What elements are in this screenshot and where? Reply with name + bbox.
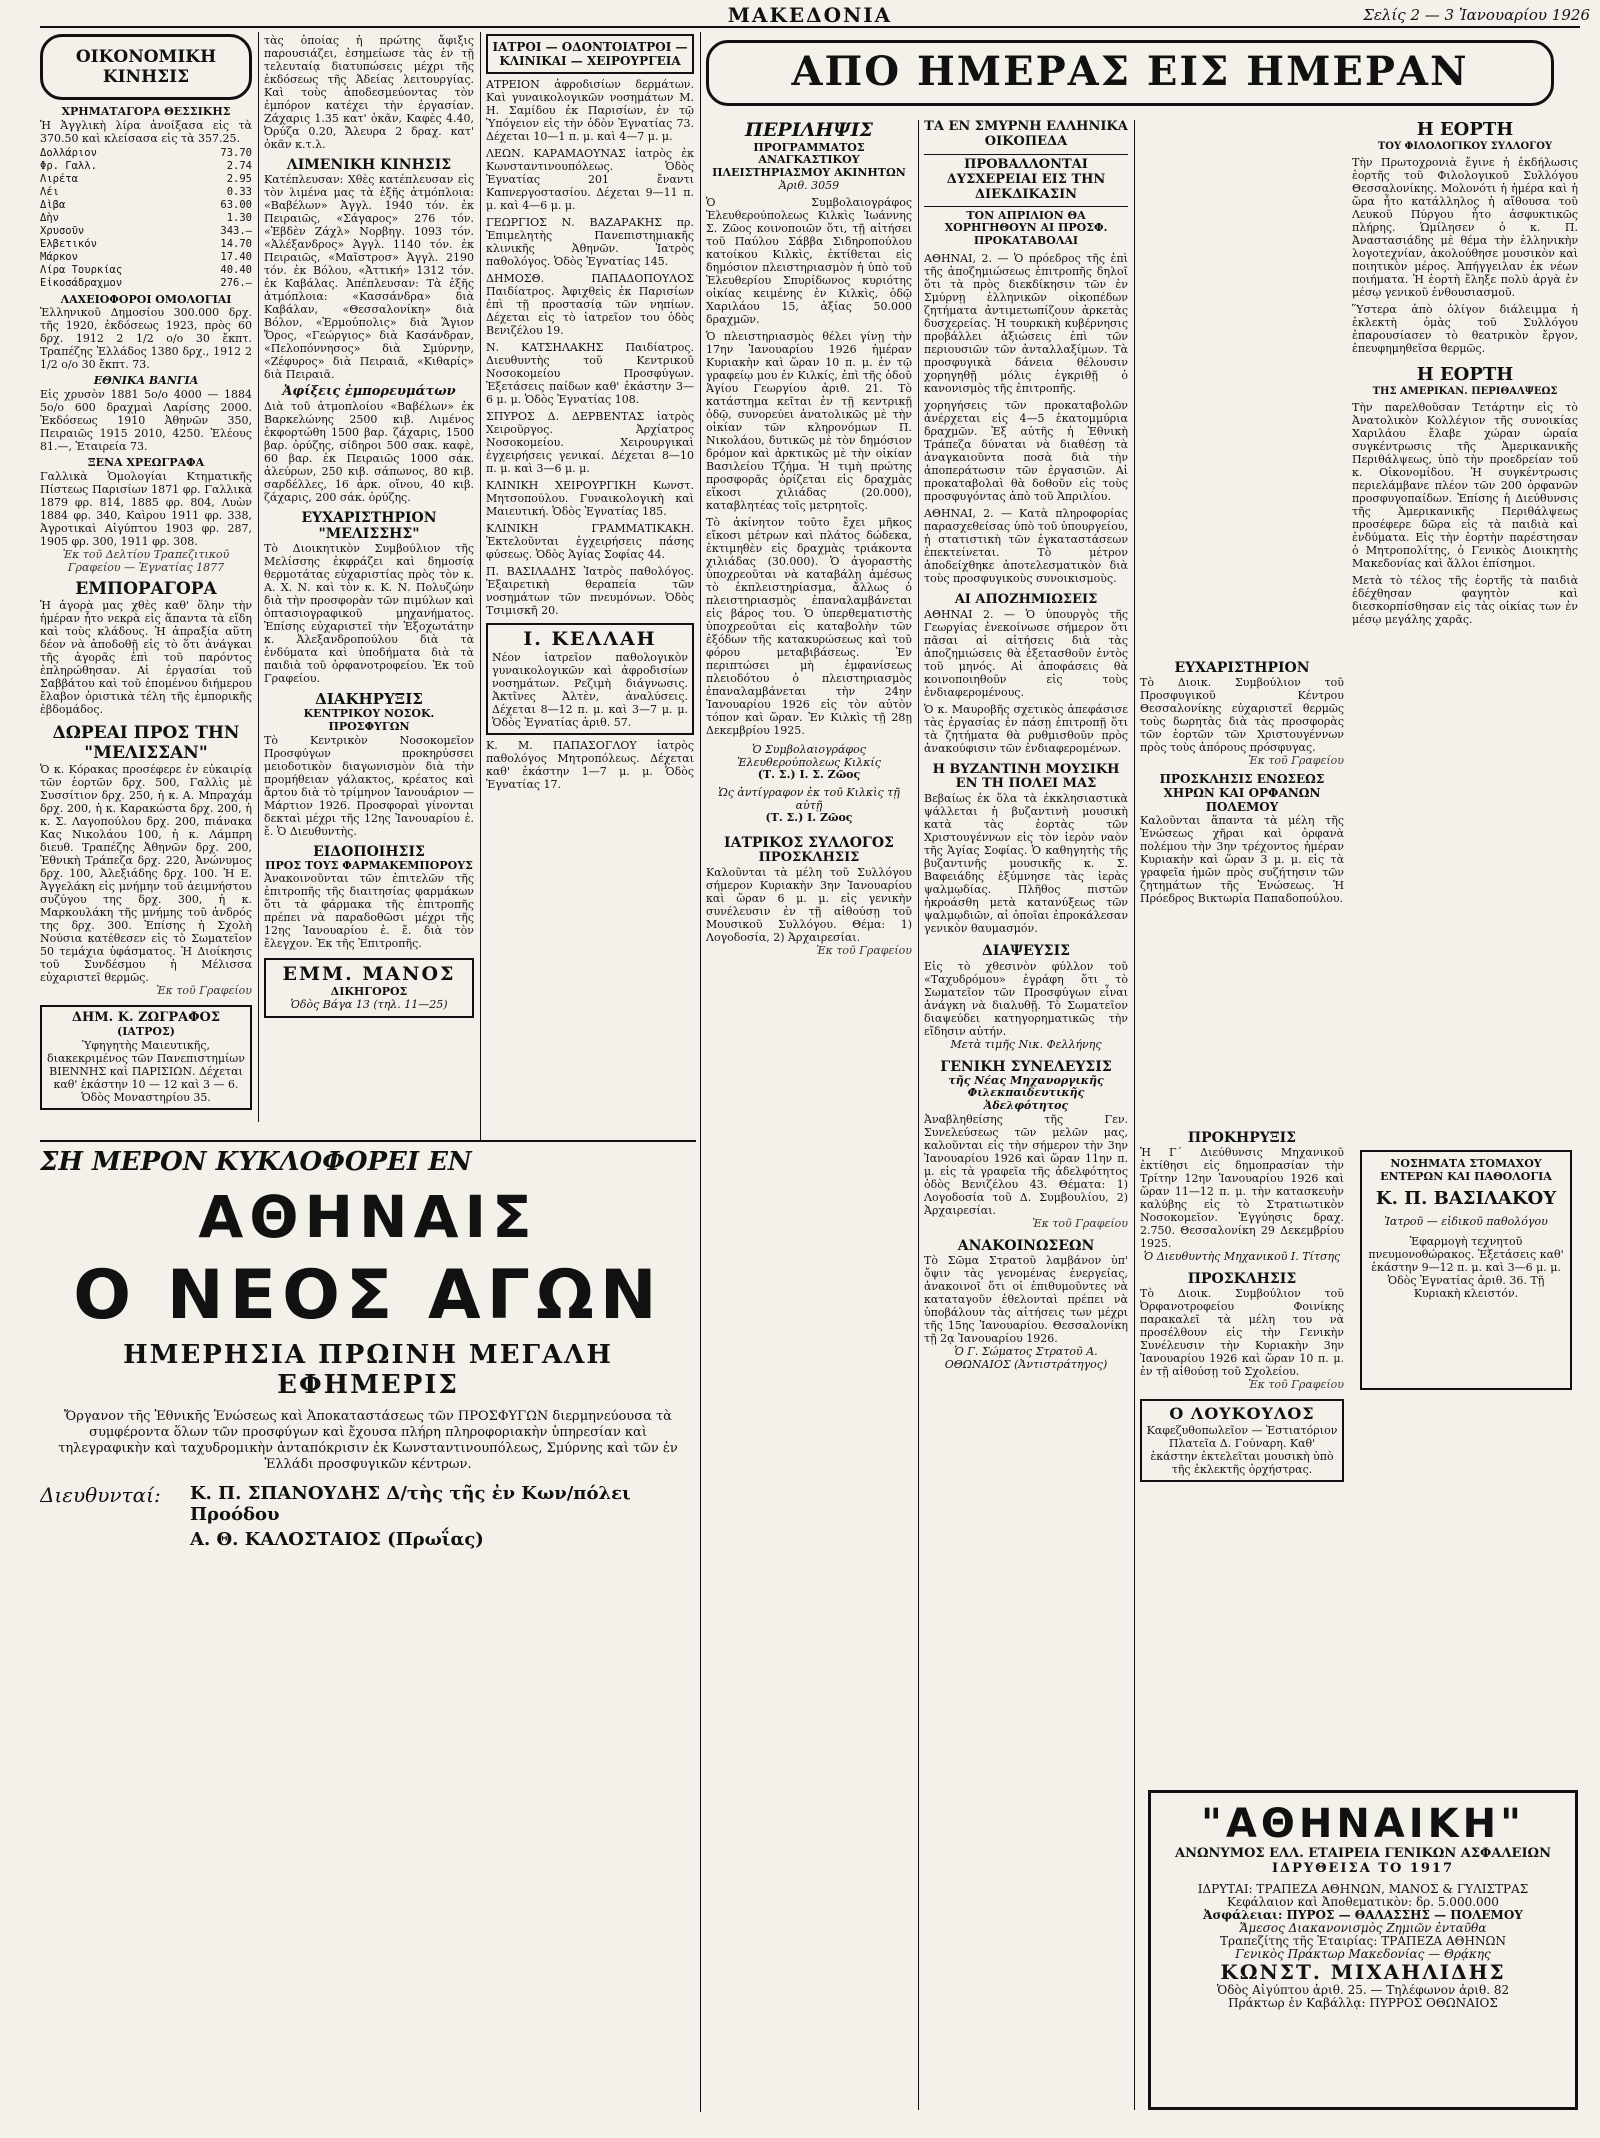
market-heading: ΕΜΠΟΡΑΓΟΡΑ bbox=[75, 578, 217, 599]
day-to-day-banner: ΑΠΟ ΗΜΕΡΑΣ ΕΙΣ ΗΜΕΡΑΝ bbox=[706, 40, 1554, 106]
quote-name: Λίρα Τουρκίας bbox=[40, 263, 123, 276]
quote-row bbox=[40, 225, 252, 238]
quote-row bbox=[40, 186, 252, 199]
auction-sub: ΠΡΟΓΡΑΜΜΑΤΟΣ ΑΝΑΓΚΑΣΤΙΚΟΥ ΠΛΕΙΣΤΗΡΙΑΣΜΟΥ ΑΚΙΝΗΤΩΝ bbox=[712, 140, 906, 180]
thanks-text: Τὸ Διοικητικὸν Συμβούλιον τῆς Μελίσσης ἐκφράζει καὶ δημοσίᾳ θερμοτάτας εὐχαριστίας πρὸς τὸν κ. Α. Χ. Ν. καὶ τὸν κ. Κ. Ν. Πολυζώην διὰ τὴν προσφορὰν τῶν πιμύλων καὶ ὀπτασιογραφικοῦ μηχανήματος. Ἐπίσης εὐχαριστεῖ τὴν Ἐξοχωτάτην κ. Ἀλεξανδροπούλου διὰ τὰ ἐνδύματα καὶ ὑποδήματα διὰ τὰ παιδιὰ τοῦ ὀρφανοτροφείου. Ἐκ τοῦ Γραφείου. bbox=[264, 542, 474, 686]
foreign-heading: ΞΕΝΑ ΧΡΕΩΓΡΑΦΑ bbox=[87, 455, 205, 469]
medical-text: Καλοῦνται τὰ μέλη τοῦ Συλλόγου σήμερον Κυριακὴν 3ην Ἰανουαρίου καὶ ὥραν 6 μ. μ. εἰς γενικὴν συνέλευσιν ἐν τῇ αἰθούσῃ τοῦ Μουσικοῦ Συλλόγου. Θέμα: 1) Λογοδοσία, 2) Ἀρχαιρεσίαι. bbox=[706, 865, 912, 944]
athinaiki-note: Ἄμεσος Διακανονισμὸς Ζημιῶν ἐνταῦθα bbox=[1239, 1920, 1487, 1935]
column-divider bbox=[1134, 120, 1135, 1130]
doctor-ad-3: ΓΕΩΡΓΙΟΣ Ν. ΒΑΖΑΡΑΚΗΣ πρ. Ἐπιμελητὴς Πανεπιστημιακῆς κλινικῆς Ἀθηνῶν. Ἰατρὸς παθολόγος. Ὁδὸς Ἐγνατίας 145. bbox=[486, 216, 694, 268]
column-notices bbox=[1140, 660, 1344, 1130]
doctor-ad-6: ΣΠΥΡΟΣ Δ. ΔΕΡΒΕΝΤΑΣ ἰατρὸς Χειροῦργος. Ἀρχίατρος Νοσοκομείου. Χειρουργικαὶ ἐγχειρήσεις γενικαί. Δέχεται 8—10 π. μ. καὶ 3—6 μ. μ. bbox=[486, 410, 694, 475]
smyrna-text-a: ΑΘΗΝΑΙ, 2. — Ὁ πρόεδρος τῆς ἐπὶ τῆς ἀποζημιώσεως ἐπιτροπῆς δηλοῖ ὅτι τὰ πρὸς διεκδίκησιν τῶν ἐν Σμύρνῃ ἑλληνικῶν οἰκοπέδων ζητήματα ἀντιμετωπίζουν ἀρκετὰς δυσχερείας. Ἡ τουρκικὴ κυβέρνησις προβάλλει ἀξιώσεις ἐπὶ τῶν περιουσιῶν τῶν ἀνταλλαξίμων. Τὰ προσφυγικὰ δάνεια θέλουσιν χορηγηθῇ μόλις ἐγκριθῇ ὁ κανονισμὸς τῆς ἐπιτροπῆς. bbox=[924, 251, 1128, 395]
pharm-sub: ΠΡΟΣ ΤΟΥΣ ΦΑΡΜΑΚΕΜΠΟΡΟΥΣ bbox=[265, 858, 473, 872]
doctor-ad-10: Κ. Μ. ΠΑΠΑΣΟΓΛΟΥ ἰατρὸς παθολόγος Μητροπόλεως. Δέχεται καθ' ἑκάστην 1—7 μ. μ. Ὁδὸς Ἐγνατίας 17. bbox=[486, 738, 694, 791]
quote-row bbox=[40, 147, 252, 160]
smyrna-head-1: ΤΑ ΕΝ ΣΜΥΡΝΗ ΕΛΛΗΝΙΚΑ ΟΙΚΟΠΕΔΑ bbox=[924, 120, 1128, 149]
quote-name: Φρ. Γαλλ. bbox=[40, 159, 97, 172]
athinaiki-founded: ΙΔΡΥΘΕΙΣΑ ΤΟ 1917 bbox=[1271, 1860, 1455, 1876]
column-divider bbox=[480, 32, 481, 1142]
quote-value: 40.40 bbox=[220, 263, 252, 276]
donations-heading: ΔΩΡΕΑΙ ΠΡΟΣ ΤΗΝ "ΜΕΛΙΣΣΑΝ" bbox=[52, 723, 240, 763]
vasilakou-ad bbox=[1360, 1150, 1572, 1390]
athinaiki-sub: ΑΝΩΝΥΜΟΣ ΕΛΛ. ΕΤΑΙΡΕΙΑ ΓΕΝΙΚΩΝ ΑΣΦΑΛΕΙΩΝ bbox=[1175, 1846, 1551, 1861]
quote-name: Λιρέτα bbox=[40, 172, 78, 185]
intro-text: τὰς ὁποίας ἡ πρώτης ἄφιξις παρουσιάζει, ἐσημείωσε τὰς ἐν τῇ τελευταίᾳ διατυπώσεις μέχρι τῆς ἐκδόσεως τῆς Ἀδείας λειτουργίας. Καὶ τοὺς ἀποδεσμεύοντας τὸν ἐμπόρον κατέχει τὴν ἐργασίαν. Ζάχαρις 1.35 κατ' ὀκᾶν, Καφὲς 4.40, Ὀρύζα 0.20, Ἄλευρα 2 δραχ. κατ' ὀκᾶν κ.τ.λ. bbox=[264, 34, 474, 151]
announcement-text: Τὸ Σῶμα Στρατοῦ λαμβάνον ὑπ' ὄψιν τὰς γενομένας ἐνεργείας, ἀνακοινοῖ ὅτι οἱ ἐπιθυμοῦντες νὰ καταταγοῦν ἐθελονταὶ πρέπει νὰ ὑποβάλουν τὰς αἰτήσεις των μέχρι τῆς 15ης Ἰανουαρίου. Θεσσαλονίκη τῇ 2ᾳ Ἰανουαρίου 1926. bbox=[924, 1253, 1128, 1345]
quote-row bbox=[40, 173, 252, 186]
bourse-intro: Ἡ Ἀγγλικὴ λίρα ἀνοίξασα εἰς τὰ 370.50 καὶ κλείσασα εἰς τὰ 357.25. bbox=[40, 118, 252, 145]
quote-row bbox=[40, 251, 252, 264]
notice-sub: ΚΕΝΤΡΙΚΟΥ ΝΟΣΟΚ. ΠΡΟΣΦΥΓΩΝ bbox=[303, 707, 435, 734]
american-festival-text-2: Μετὰ τὸ τέλος τῆς ἑορτῆς τὰ παιδιὰ ἐδέχθησαν φαγητὸν καὶ διεσκορπίσθησαν εἰς τὰς οἰκίας των ἐν μέσῳ μεγάλης χαρᾶς. bbox=[1352, 574, 1578, 627]
doctor-ad-8: ΚΛΙΝΙΚΗ ΓΡΑΜΜΑΤΙΚΑΚΗ. Ἐκτελοῦνται ἐγχειρήσεις πάσης φύσεως. Ὁδὸς Ἁγίας Σοφίας 44. bbox=[486, 522, 694, 561]
medical-sub: ΠΡΟΣΚΛΗΣΙΣ bbox=[758, 849, 860, 865]
auction-text-3: Τὸ ἀκίνητον τοῦτο ἔχει μῆκος εἴκοσι μέτρων καὶ πλάτος δώδεκα, ἐκτιμηθὲν εἰς δραχμὰς τριάκοντα χιλιάδας (30.000). Ὁ ἀγοραστὴς ὑποχρεοῦται νὰ καταβάλῃ ἀμέσως τὸ ἐκπλειστηρίασμα, ἄλλως ὁ πλειστηριασμὸς ἐπαναλαμβάνεται εἰς βάρος του. Ὁ ὑπερθεματιστὴς ὑποχρεοῦται εἰς καταβολὴν τῶν ἐξόδων τῆς κατακυρώσεως καὶ τοῦ φόρου μεταβιβάσεως. Ἐν περιπτώσει μὴ ἐμφανίσεως πλειοδότου ὁ πλειστηριασμὸς ἐπαναλαμβάνεται τὴν 24ην Ἰανουαρίου 1926 εἰς τὸν αὐτὸν τόπον καὶ ὥραν. Ἐν Κιλκὶς τῇ 28ῃ Δεκεμβρίου 1925. bbox=[706, 516, 912, 738]
quote-value: 63.00 bbox=[220, 198, 252, 211]
thanks-text-2: Τὸ Διοικ. Συμβούλιον τοῦ Προσφυγικοῦ Κέντρου Θεσσαλονίκης εὐχαριστεῖ θερμῶς τοὺς δωρητὰς διὰ τὰς προσφορὰς τῶν ἑορτῶν τῶν Χριστουγέννων πρὸς τοὺς ἀπόρους πρόσφυγας. bbox=[1140, 676, 1344, 755]
bourse-heading: ΧΡΗΜΑΤΑΓΟΡΑ ΘΕΣΣΙΚΗΣ bbox=[61, 105, 231, 118]
smyrna-text-b: χορηγήσεις τῶν προκαταβολῶν ἀνέρχεται εἰς 4—5 ἑκατομμύρια δραχμῶν. Ἐξ αὐτῆς ἡ Ἐθνικὴ Τράπεζα δύναται νὰ διαθέσῃ τὰ ἀναγκαιοῦντα ποσὰ διὰ τὴν ἀποπεράτωσιν τῶν ἐργασιῶν. Αἱ προκαταβολαὶ θὰ δοθοῦν εἰς τοὺς προσφυγόντας ἀπὸ τοῦ Ἀπριλίου. bbox=[924, 398, 1128, 503]
music-heading: Η ΒΥΖΑΝΤΙΝΗ ΜΟΥΣΙΚΗ ΕΝ ΤΗ ΠΟΛΕΙ ΜΑΣ bbox=[932, 761, 1120, 792]
quote-row bbox=[40, 199, 252, 212]
column-festivals bbox=[1352, 120, 1578, 1130]
quote-value: 0.33 bbox=[226, 185, 252, 198]
quote-value: 17.40 bbox=[220, 250, 252, 263]
announcement-signature: Ὁ Γ. Σώματος Στρατοῦ Α. ΟΘΩΝΑΙΟΣ (Ἀντιστράτηγος) bbox=[944, 1344, 1108, 1371]
athinaiki-kavala: Πράκτωρ ἐν Καβάλλᾳ: ΠΥΡΡΟΣ ΟΘΩΝΑΙΟΣ bbox=[1228, 1995, 1498, 2010]
bonds-text: Ἑλληνικοῦ Δημοσίου 300.000 δρχ. τῆς 1920, ἐκδόσεως 1923, πρὸς 60 δρχ. 1912 2 1/2 ο/ο 30 ἔκπτ. Τραπέζης Ἑλλάδος 1380 δρχ., 1912 2 1/2 ο/ο 30 ἔκπτ. 73. bbox=[40, 306, 252, 372]
quote-name: Μάρκον bbox=[40, 250, 78, 263]
medical-note: Ἐκ τοῦ Γραφείου bbox=[816, 943, 912, 957]
assembly-text: Ἀναβληθείσης τῆς Γεν. Συνελεύσεως τῶν μελῶν μας, καλοῦνται εἰς τὴν σήμερον τὴν 3ην Ἰανουαρίου 1926 καὶ ὥραν 11ην π. μ. εἰς τὰ γραφεῖα τῆς ἀδελφότητος ὁδὸς Βενιζέλου 43. Θέματα: 1) Λογοδοσία τοῦ Δ. Συμβουλίου, 2) Ἀρχαιρεσίαι. bbox=[924, 1112, 1128, 1217]
doctor-ad-7: ΚΛΙΝΙΚΗ ΧΕΙΡΟΥΡΓΙΚΗ Κωνστ. Μητσοπούλου. Γυναικολογικὴ καὶ Μαιευτική. Ὁδὸς Ἐγνατίας 185. bbox=[486, 479, 694, 518]
american-festival-text: Τὴν παρελθοῦσαν Τετάρτην εἰς τὸ Ἀνατολικὸν Κολλέγιον τῆς συνοικίας Χαριλάου ἔλαβε χώραν ὡραία συγκέντρωσις τῆς Ἀμερικανικῆς Περιθάλψεως, ὑπὸ τὴν προεδρείαν τοῦ κ. Οἰκονομίδου. Ἡ συγκέντρωσις περιελάμβανε πλέον τῶν 200 ὀρφανῶν προσφυγοπαίδων. Ἐπίσης ἡ Διεύθυνσις τῆς Ἀμερικανικῆς Περιθάλψεως προσέφερε δῶρα εἰς τὰ παιδιὰ καὶ ἐνδύματα. Εἰς τὴν ἑορτὴν παρέστησαν ὁ Μητροπολίτης, ὁ Γενικὸς Διοικητὴς Μακεδονίας καὶ ἄλλοι ἐπίσημοι. bbox=[1352, 401, 1578, 571]
doctor-card bbox=[40, 1005, 252, 1110]
smyrna-head-2: ΠΡΟΒΑΛΛΟΝΤΑΙ ΔΥΣΧΕΡΕΙΑΙ ΕΙΣ ΤΗΝ ΔΙΕΚΔΙΚΑΣΙΝ bbox=[924, 154, 1128, 207]
proclamation-signature: Ὁ Διευθυντὴς Μηχανικοῦ Ι. Τίτσης bbox=[1143, 1250, 1341, 1264]
widows-heading: ΠΡΟΣΚΛΗΣΙΣ ΕΝΩΣΕΩΣ ΧΗΡΩΝ ΚΑΙ ΟΡΦΑΝΩΝ ΠΟΛΕΜΟΥ bbox=[1159, 772, 1325, 814]
neos-agon-contact-label: Διευθυνταί: bbox=[40, 1482, 161, 1507]
port-text: Κατέπλευσαν: Χθὲς κατέπλευσαν εἰς τὸν λιμένα μας τὰ ἑξῆς ἀτμόπλοια: «Βαβέλων» Ἀγγλ. 1940 τόν. ἐκ Πειραιῶς, «Σάγαρος» 276 τόν. «Ἐβδὲν Ζάχλ» Νορβηγ. 1093 τόν. «Ἀλέξανδρος» Ἀγγλ. 1140 τόν. ἐκ Πειραιῶς, «Μαῖστροσ» Ἀγγλ. 2190 τόν. ἐκ Βόλου, «Ἀττική» 1312 τόν. ἐκ Καβάλας. Ἀπέπλευσαν: Τὰ ἑξῆς ἀτμόπλοια: «Κασσάνδρα» διὰ Καβάλαν, «Θεσσαλονίκη» διὰ Βόλον, «Ἑρμούπολις» διὰ Ἅγιον Ὄρος, «Γεώργιος» διὰ Κασάνδραν, «Πελοπόννησος» διὰ Σμύρνην, «Ζέφυρος» διὰ Πειραιᾶ, «Κιθαρίς» διὰ Πειραιᾶ. bbox=[264, 173, 474, 382]
quote-list bbox=[40, 147, 252, 290]
thanks-note-2: Ἐκ τοῦ Γραφείου bbox=[1248, 754, 1344, 768]
vasilakou-sub: Ἰατροῦ — εἰδικοῦ παθολόγου bbox=[1384, 1214, 1548, 1228]
festival-text-2: Ὕστερα ἀπὸ ὀλίγον διάλειμμα ἡ ἐκλεκτὴ ὁμὰς τοῦ Συλλόγου ἐπαρουσίασεν τὸ θεατρικὸν ἔργον, ἐπευφημηθεῖσα θερμῶς. bbox=[1352, 303, 1578, 356]
foreign-text: Γαλλικὰ Ὁμολογίαι Κτηματικῆς Πίστεως Παρισίων 1871 φρ. Γαλλικὰ 1879 φρ. 814, 1885 φρ. 804, Λυὼν 1884 φρ. 340, Καὶρου 1911 φρ. 338, Ἀγροτικαὶ Αἰγύπτου 1903 φρ. 287, 1905 φρ. 300, 1911 φρ. 308. bbox=[40, 469, 252, 548]
quote-name: Ἑλβετικόν bbox=[40, 237, 97, 250]
athinaiki-capital: Κεφάλαιον καὶ Ἀποθεματικὸν: δρ. 5.000.000 bbox=[1227, 1894, 1499, 1909]
kellai-ad bbox=[486, 623, 694, 735]
column-notices-lower bbox=[1140, 1130, 1344, 1780]
quote-value: 14.70 bbox=[220, 237, 252, 250]
quote-name: Δὶβα bbox=[40, 198, 66, 211]
column-divider bbox=[700, 32, 701, 2112]
denial-text: Εἰς τὸ χθεσινὸν φύλλον τοῦ «Ταχυδρόμου» ἐγράφη ὅτι τὸ Σωματεῖον τῶν Προσφύγων εἶναι ἀνάγκη νὰ διαλυθῇ. Τὸ Σωματεῖον διαψεύδει κατηγορηματικῶς τὴν εἴδησιν αὐτήν. bbox=[924, 959, 1128, 1038]
american-festival-heading: Η ΕΟΡΤΗ bbox=[1416, 364, 1514, 386]
quote-name: Δὴν bbox=[40, 211, 59, 224]
notice-text: Τὸ Κεντρικὸν Νοσοκομεῖον Προσφύγων προκηρύσσει μειοδοτικὸν διαγωνισμὸν διὰ τὴν προμήθειαν γάλακτος, κρέατος καὶ ἄρτου διὰ τὸ τρίμηνον Ἰανουάριον — Μάρτιον 1926. Προσφοραὶ γίνονται δεκταὶ μέχρι τῆς 12ης Ἰανουαρίου ἐ. ἔ. Ὁ Διευθυντὴς. bbox=[264, 733, 474, 838]
auction-copy-note: Ὡς ἀντίγραφον ἐκ τοῦ Κιλκὶς τῇ αὐτῇ bbox=[718, 786, 900, 813]
neos-agon-subtitle: ΗΜΕΡΗΣΙΑ ΠΡΩΙΝΗ ΜΕΓΑΛΗ ΕΦΗΜΕΡΙΣ bbox=[123, 1339, 613, 1400]
neos-agon-text: Ὄργανον τῆς Ἐθνικῆς Ἑνώσεως καὶ Ἀποκαταστάσεως τῶν ΠΡΟΣΦΥΓΩΝ διερμηνεύουσα τὰ συμφέροντα ὅλων τῶν προσφύγων καὶ ἔχουσα πλήρη πληροφοριακὴν ὑπηρεσίαν καὶ τηλεγραφικὴν καὶ ταχυδρομικὴν ἀνταπόκρισιν ἐκ Κωνσταντινουπόλεως, Σμύρνης καὶ τῶν ἐν Ἑλλάδι προσφυγικῶν κέντρων. bbox=[58, 1408, 678, 1472]
auction-copy-name: (Τ. Σ.) Ι. Ζῶος bbox=[765, 811, 853, 825]
invite-note: Ἐκ τοῦ Γραφείου bbox=[1248, 1378, 1344, 1392]
kellai-name: Ι. ΚΕΛΛΑΗ bbox=[523, 628, 657, 650]
assembly-heading: ΓΕΝΙΚΗ ΣΥΝΕΛΕΥΣΙΣ bbox=[940, 1058, 1112, 1075]
loukoulos-ad bbox=[1140, 1399, 1344, 1481]
doctor-card-text: Ὑφηγητὴς Μαιευτικῆς, διακεκριμένος τῶν Πανεπιστημίων ΒΙΕΝΝΗΣ καὶ ΠΑΡΙΣΙΩΝ. Δέχεται καθ' ἑκάστην 10 — 12 καὶ 3 — 6. Ὁδὸς Μοναστηρίου 35. bbox=[47, 1038, 245, 1104]
doctors-title: ΙΑΤΡΟΙ — ΟΔΟΝΤΟΙΑΤΡΟΙ — ΚΛΙΝΙΚΑΙ — ΧΕΙΡΟΥΡΓΕΙΑ bbox=[486, 34, 694, 74]
vasilakou-name: Κ. Π. ΒΑΣΙΛΑΚΟΥ bbox=[1375, 1188, 1557, 1210]
column-divider bbox=[1134, 1130, 1135, 2110]
neos-agon-line-1: ΣΗ ΜΕΡΟΝ ΚΥΚΛΟΦΟΡΕΙ ΕΝ bbox=[40, 1147, 472, 1177]
athinaiki-bank: Τραπεζίτης τῆς Ἑταιρίας: ΤΡΑΠΕΖΑ ΑΘΗΝΩΝ bbox=[1220, 1933, 1506, 1948]
auction-text-1: Ὁ Συμβολαιογράφος Ἐλευθερούπολεως Κιλκὶς Ἰωάννης Σ. Ζῶος κοινοποιῶν ὅτι, τῇ αἰτήσει τοῦ Παύλου Σάββα Σιδηροπούλου κατοίκου Κιλκὶς, ἐκτίθεται εἰς δημόσιον πλειστηριασμὸν ἡ ὑπὸ τοῦ Ἐλευθερίου Σπυρίδωνος κυριότης οἰκίας κειμένης ἐν Κιλκὶς, ὁδῷ Χαριλάου 15, ἀξίας 50.000 δραχμῶν. bbox=[706, 196, 912, 327]
doctor-ad-4: ΔΗΜΟΣΘ. ΠΑΠΑΔΟΠΟΥΛΟΣ Παιδίατρος. Ἀφιχθεὶς ἐκ Παρισίων ἐπὶ τῇ προστασίᾳ τῶν νηπίων. Δέχεται εἰς τὸ ἰατρεῖον του ὁδὸς Βενιζέλου 19. bbox=[486, 272, 694, 337]
neos-agon-contacts bbox=[40, 1483, 696, 1550]
lawyer-card bbox=[264, 958, 474, 1017]
column-divider bbox=[918, 120, 919, 2110]
donations-text: Ὁ κ. Κόρακας προσέφερε ἐν εὐκαιρίᾳ τῶν ἑορτῶν δρχ. 500, Γαλλὶς μὲ Συσσίτιον δρχ. 250, ἡ κ. Α. Μπραχάμ δρχ. 200, ἡ κ. Καρακώστα δρχ. 200, ἡ κ. Σ. Λαγοπούλου δρχ. 200, πιάνακα Κας Νικολάου 100, ἡ κ. Λάμπρη διευθ. Τραπέζης Ἀθηνῶν δρχ. 200, Ἐθνικὴ Τράπεζα δρχ. 220, Ἀνώνυμος δρχ. 100, Ἀλεξιάδης δρχ. 100. Ἡ Ε. Ἀγγελάκη εἰς μνήμην τοῦ ἀειμνήστου συζύγου της δρχ. 300, ἡ κ. Μαρκουλάκη τῆς μνήμης τοῦ ἀνδρός της δρχ. 300. Ἐπίσης ἡ Σχολὴ Νούσια κατέθεσεν εἰς τὸ Σωματεῖον 50 τεμάχια ὑφάσματος. Ἡ Διοίκησις τοῦ Συνδέσμου ἡ Μέλισσα εὐχαριστεῖ θερμῶς. bbox=[40, 763, 252, 985]
column-economic bbox=[40, 34, 252, 1124]
port-heading: ΛΙΜΕΝΙΚΗ ΚΙΝΗΣΙΣ bbox=[286, 157, 452, 173]
quote-value: 1.30 bbox=[226, 211, 252, 224]
quote-name: Λέι bbox=[40, 185, 59, 198]
column-port bbox=[264, 34, 474, 1124]
compensation-heading: ΑΙ ΑΠΟΖΗΜΙΩΣΕΙΣ bbox=[954, 591, 1098, 607]
quote-value: 276.— bbox=[220, 276, 252, 289]
american-festival-sub: ΤΗΣ ΑΜΕΡΙΚΑΝ. ΠΕΡΙΘΑΛΨΕΩΣ bbox=[1372, 385, 1558, 397]
athinaiki-agent-name: ΚΩΝΣΤ. ΜΙΧΑΗΛΙΔΗΣ bbox=[1220, 1959, 1506, 1984]
bonds-heading: ΛΑΧΕΙΟΦΟΡΟΙ ΟΜΟΛΟΓΙΑΙ bbox=[60, 292, 232, 306]
thanks-heading-2: ΕΥΧΑΡΙΣΤΗΡΙΟΝ bbox=[1174, 660, 1310, 676]
quote-row bbox=[40, 160, 252, 173]
denial-signature: Μετὰ τιμῆς Νικ. Φελλήνης bbox=[950, 1037, 1102, 1051]
athinaiki-address: Ὁδὸς Αἰγύπτου ἀριθ. 25. — Τηλέφωνον ἀριθ. 82 bbox=[1216, 1982, 1510, 1997]
compensation-text: ΑΘΗΝΑΙ 2. — Ὁ ὑπουργὸς τῆς Γεωργίας ἐνεκοίνωσε σήμερον ὅτι πᾶσαι αἱ αἰτήσεις διὰ τὰς ἀποζημιώσεις θὰ ἐξετασθοῦν ἐντὸς τοῦ μηνός. Αἱ ἀποφάσεις θὰ κοινοποιηθοῦν εἰς τοὺς ἐνδιαφερομένους. bbox=[924, 607, 1128, 699]
lawyer-title: ΔΙΚΗΓΟΡΟΣ bbox=[330, 985, 408, 999]
auction-sign-title: Ὁ Συμβολαιογράφος Ἐλευθερούπολεως Κιλκίς bbox=[737, 743, 881, 770]
athinaiki-founders: ΙΔΡΥΤΑΙ: ΤΡΑΠΕΖΑ ΑΘΗΝΩΝ, ΜΑΝΟΣ & ΓΥΛΙΣΤΡΑΣ bbox=[1197, 1881, 1529, 1896]
doctor-ad-2: ΛΕΩΝ. ΚΑΡΑΜΑΟΥΝΑΣ ἰατρὸς ἐκ Κωνσταντινουπόλεως. Ὁδὸς Ἐγνατίας 201 ἔναντι Καπνεργοστασίου. Δέχεται 9—11 π. μ. καὶ 4—6 μ. μ. bbox=[486, 147, 694, 212]
kellai-text: Νέον ἰατρεῖον παθολογικὸν γυναικολογικῶν καὶ ἀφροδισίων νοσημάτων. Ρεζιμὴ διάγνωσις. Ἀκτῖνες Ἀλτὲν, ἀναλύσεις. Δέχεται 8—12 π. μ. καὶ 3—7 μ. μ. Ὁδὸς Ἐγνατίας ἀριθ. 57. bbox=[492, 650, 688, 729]
auction-text-2: Ὁ πλειστηριασμὸς θέλει γίνῃ τὴν 17ην Ἰανουαρίου 1926 ἡμέραν Κυριακὴν καὶ ὥραν 10 π. μ. ἐν τῷ γραφείῳ μου ἐν Κιλκίς, ἐπὶ τῆς ὁδοῦ Ἁγίου Γεωργίου ἀριθ. 21. Τὸ κατάστημα κεῖται ἐν τῇ κεντρικῇ ὁδῷ, συνορεύει ἀνατολικῶς μὲ τὴν οἰκίαν τῶν κληρονόμων Π. Νικολάου, δυτικῶς μὲ τὸν δημόσιον δρόμον καὶ ἀρκτικῶς μὲ τὴν οἰκίαν Βασιλείου Τζήμα. Ἡ τιμὴ πρώτης προσφορᾶς ὁρίζεται εἰς δραχμὰς εἴκοσι χιλιάδας (20.000), καταβλητέας τοῖς μετρητοῖς. bbox=[706, 330, 912, 513]
medical-heading: ΙΑΤΡΙΚΟΣ ΣΥΛΛΟΓΟΣ bbox=[724, 834, 894, 851]
quote-value: 343.— bbox=[220, 224, 252, 237]
quote-name: Εἰκοσάδραχμον bbox=[40, 276, 123, 289]
neos-agon-city: ΑΘΗΝΑΙΣ bbox=[198, 1182, 538, 1251]
column-smyrna bbox=[924, 120, 1128, 2110]
foreign-note: Ἐκ τοῦ Δελτίου Τραπεζιτικοῦ Γραφείου — Ἐγνατίας 1877 bbox=[62, 547, 230, 574]
masthead-rule bbox=[40, 26, 1580, 28]
quote-row bbox=[40, 238, 252, 251]
section-title-economic: ΟΙΚΟΝΟΜΙΚΗ ΚΙΝΗΣΙΣ bbox=[40, 34, 252, 100]
assembly-sub: τῆς Νέας Μηχανοργικῆς Φιλεκπαιδευτικῆς Ἀδελφότητος bbox=[948, 1073, 1104, 1112]
loukoulos-text: Καφεζυθοπωλεῖον — Ἑστιατόριον Πλατεῖα Δ. Γούναρη. Καθ' ἑκάστην ἐκτελεῖται μουσικὴ ὑπὸ τῆς ἐκλεκτῆς ὀρχήστρας. bbox=[1146, 1423, 1338, 1476]
column-auction bbox=[706, 120, 912, 2110]
athinaiki-ad bbox=[1148, 1790, 1578, 2110]
vasilakou-text: Ἐφαρμογὴ τεχνητοῦ πνευμονοθώρακος. Ἐξετάσεις καθ' ἑκάστην 9—12 π. μ. καὶ 3—6 μ. μ. Ὁδὸς Ἐγνατίας ἀριθ. 36. Τῇ Κυριακὴ κλειστόν. bbox=[1368, 1234, 1564, 1300]
pharm-text: Ἀνακοινοῦνται τῶν ἐπιτελῶν τῆς ἐπιτροπῆς τῆς διαιτησίας φαρμάκων ὅτι τὰ φάρμακα τῆς ἐπιτροπῆς πρέπει νὰ παραδοθῶσι μέχρι τῆς 12ης Ἰανουαρίου ἐ. ἔ. διὰ τὸν ἔλεγχον. Ἐκ τῆς Ἐπιτροπῆς. bbox=[264, 872, 474, 951]
doctor-ad-9: Π. ΒΑΣΙΛΑΔΗΣ Ἰατρὸς παθολόγος. Ἐξαιρετικὴ θεραπεία τῶν νοσημάτων τῶν πνευμόνων. Ὁδὸς Τσιμισκῆ 20. bbox=[486, 565, 694, 617]
thanks-heading: ΕΥΧΑΡΙΣΤΗΡΙΟΝ "ΜΕΛΙΣΣΗΣ" bbox=[301, 510, 437, 543]
masthead bbox=[0, 0, 1600, 28]
notice-heading: ΔΙΑΚΗΡΥΞΙΣ bbox=[315, 690, 423, 709]
page-date: Σελίς 2 — 3 Ἰανουαρίου 1926 bbox=[1363, 6, 1590, 24]
imports-heading: Ἀφίξεις ἐμπορευμάτων bbox=[282, 384, 456, 400]
neos-agon-title: Ο ΝΕΟΣ ΑΓΩΝ bbox=[73, 1255, 663, 1335]
auction-heading: ΠΕΡΙΛΗΨΙΣ bbox=[745, 120, 873, 141]
festival-heading: Η ΕΟΡΤΗ bbox=[1416, 120, 1514, 140]
market-text: Ἡ ἀγορὰ μας χθὲς καθ' ὅλην τὴν ἡμέραν ἦτο νεκρὰ εἰς ἅπαντα τὰ εἴδη καὶ τοὺς κλάδους. Ἡ ἀπραξία αὕτη δέον νὰ ἀποδοθῇ εἰς τὸ ὅτι ἀνάγκαι τῆς ἀγορᾶς ἐπὶ τοῦ παρόντος ἐπληρώθησαν. Αἱ ἐργασίαι τοῦ Σαββάτου καὶ τοῦ ἐπομένου διήμερου ἔλαβον ὁριστικὰ τέλη τῆς ἐμπορικῆς ἐβδομάδος. bbox=[40, 599, 252, 717]
announcement-heading: ΑΝΑΚΟΙΝΩΣΕΩΝ bbox=[957, 1237, 1095, 1254]
doctor-card-title: (ΙΑΤΡΟΣ) bbox=[117, 1025, 175, 1039]
quote-value: 2.95 bbox=[226, 172, 252, 185]
column-doctors bbox=[486, 34, 694, 1144]
invite-heading: ΠΡΟΣΚΛΗΣΙΣ bbox=[1187, 1271, 1297, 1288]
imports-text: Διὰ τοῦ ἀτμοπλοίου «Βαβέλων» ἐκ Βαρκελώνης 2500 κιβ. Λιμένος ἐκφορτώθη 1500 βαρ. ζάχαρις, 1500 βαρ. ὀρύζης, σίδηροι 500 σακ. καφὲ, 60 βαρ. ἐκ Πειραιῶς 1000 σάκ. ἀλεύρων, 250 κιβ. σάπωνος, 80 κιβ. σαρδέλλες, 16 ἀρκ. οἴνου, 40 κιβ. ζάχαρις, 200 σάκ. ὀρύζης. bbox=[264, 400, 474, 505]
music-text: Βεβαίως ἐκ ὅλα τὰ ἐκκλησιαστικὰ ψάλλεται ἡ βυζαντινὴ μουσικὴ κατὰ τὰς ἑορτὰς τῶν Χριστουγέννων εἰς τὸν ἱερὸν ναὸν τῆς Ἁγίας Σοφίας. Ὁ καθηγητὴς τῆς βυζαντινῆς μουσικῆς κ. Σ. Βαφειάδης ἐξύμνησε τὰς ἱερὰς ψαλμῳδίας. Πλῆθος πιστῶν ἠκροάσθη μετὰ κατανύξεως τῶν ψαλμῳδιῶν, αἱ ὁποῖαι ἐπροκάλεσαν γενικὸν θαυμασμόν. bbox=[924, 792, 1128, 936]
column-divider bbox=[258, 32, 259, 1122]
neos-agon-contact-2: Α. Θ. ΚΑΛΟΣΤΑΙΟΣ (Πρωΐας) bbox=[190, 1528, 484, 1550]
newspaper-name: ΜΑΚΕΔΟΝΙΑ bbox=[727, 3, 893, 27]
quote-row bbox=[40, 277, 252, 290]
auction-number: Ἀριθ. 3059 bbox=[778, 178, 840, 192]
athinaiki-insurance: Ἀσφάλειαι: ΠΥΡΟΣ — ΘΑΛΑΣΣΗΣ — ΠΟΛΕΜΟΥ bbox=[1203, 1907, 1523, 1922]
widows-text: Καλοῦνται ἅπαντα τὰ μέλη τῆς Ἑνώσεως χῆραι καὶ ὀρφανὰ πολέμου τὴν 3ην τρέχοντος ἡμέραν Κυριακὴν καὶ ὥραν 3 μ. μ. εἰς τὰ γραφεῖα ἡμῶν πρὸς συζήτησιν τῶν ζητημάτων τῆς Ἑνώσεως. Ἡ Πρόεδρος Βικτωρία Παπαδοπούλου. bbox=[1140, 814, 1344, 906]
smyrna-text-c: ΑΘΗΝΑΙ, 2. — Κατὰ πληροφορίας παρασχεθείσας ὑπὸ τοῦ ὑπουργείου, ἡ στατιστικὴ τῶν ἐγκαταστάσεων ἐπεκτείνεται. Τὸ μέτρον ἀποδείχθηκε ἀποτελεσματικὸν διὰ τοὺς προσφυγικοὺς συνοικισμοὺς. bbox=[924, 506, 1128, 585]
festival-sub: ΤΟΥ ΦΙΛΟΛΟΓΙΚΟΥ ΣΥΛΛΟΓΟΥ bbox=[1377, 140, 1553, 152]
quote-value: 73.70 bbox=[220, 146, 252, 159]
athinaiki-agent-label: Γενικὸς Πράκτωρ Μακεδονίας — Θρᾴκης bbox=[1235, 1946, 1491, 1961]
neos-agon-ad bbox=[40, 1140, 696, 2110]
quote-row bbox=[40, 212, 252, 225]
neos-agon-contact-1: Κ. Π. ΣΠΑΝΟΥΔΗΣ Δ/τὴς τῆς ἐν Κων/πόλει Προόδου bbox=[190, 1482, 631, 1525]
doctor-ad-5: Ν. ΚΑΤΣΗΛΑΚΗΣ Παιδίατρος. Διευθυντὴς τοῦ Κεντρικοῦ Νοσοκομείου Προσφύγων. Ἐξετάσεις παίδων καθ' ἑκάστην 3—6 μ. μ. Ὁδὸς Ἐγνατίας 108. bbox=[486, 341, 694, 406]
compensation-text-2: Ὁ κ. Μαυροβῆς σχετικὸς ἀπεφάσισε τὰς ἐργασίας ἐν πάσῃ ἐπιτροπῇ ὅτι τὰ ζητήματα θὰ ρυθμισθοῦν πρὸς ἀνακούφισιν τῶν ἐνδιαφερομένων. bbox=[924, 702, 1128, 755]
festival-text: Τὴν Πρωτοχρονιὰ ἔγινε ἡ ἐκδήλωσις ἐορτῆς τοῦ Φιλολογικοῦ Συλλόγου Θεσσαλονίκης. Μολονότι ἡ ἡμέρα καὶ ἡ ὥρα ἦτο κατάλληλος ἡ αἴθουσα τοῦ Λευκοῦ Πύργου ἦτο ἀσφυκτικῶς πλήρης. Ὡμίλησεν ὁ κ. Π. Ἀναστασιάδης μὲ θέμα τὴν ἑλληνικὴν λογοτεχνίαν, ἀκολούθησε μουσικὸν καὶ ποιητικὸν μέρος. Ἀπήγγειλαν ἐκ νέων ποιήματα. Ἡ ἑορτὴ ἔληξε πολὺ ἀργὰ ἐν μέσῳ γενικοῦ ἐνθουσιασμοῦ. bbox=[1352, 156, 1578, 300]
athinaiki-name: "ΑΘΗΝΑΙΚΗ" bbox=[1201, 1801, 1525, 1847]
smyrna-head-3: ΤΟΝ ΑΠΡΙΛΙΟΝ ΘΑ ΧΟΡΗΓΗΘΟΥΝ ΑΙ ΠΡΟΣΦ. ΠΡΟΚΑΤΑΒΟΛΑΙ bbox=[944, 208, 1108, 247]
lawyer-address: Ὁδὸς Βάγα 13 (τηλ. 11—25) bbox=[290, 997, 448, 1011]
banks-heading: ΕΘΝΙΚΑ ΒΑΝΓΙΑ bbox=[93, 374, 199, 388]
doctor-ad-1: ΑΤΡΕΙΟΝ ἀφροδισίων δερμάτων. Καὶ γυναικολογικῶν νοσημάτων Μ. Η. Σαμίδου ἐκ Παρισίων, ἐν τῷ Ὑπόγειον εἰς τὴν ὁδὸν Ἐγνατίας 73. Δέχεται 10—1 π. μ. καὶ 4—7 μ. μ. bbox=[486, 78, 694, 143]
quote-value: 2.74 bbox=[226, 159, 252, 172]
donations-note: Ἐκ τοῦ Γραφείου bbox=[156, 984, 252, 998]
proclamation-text: Ἡ Γ΄ Διεύθυνσις Μηχανικοῦ ἐκτίθησι εἰς δημοπρασίαν τὴν Τρίτην 12ην Ἰανουαρίου 1926 καὶ ὥραν 11—12 π. μ. τὴν κατασκευὴν καλύβης εἰς τὸ Στρατιωτικὸν Νοσοκομεῖον. Ἐγγύησις δραχ. 2.750. Θεσσαλονίκη 29 Δεκεμβρίου 1925. bbox=[1140, 1146, 1344, 1251]
pharm-heading: ΕΙΔΟΠΟΙΗΣΙΣ bbox=[313, 843, 425, 860]
neos-agon-contact-names bbox=[190, 1483, 696, 1550]
quote-name: Χρυσοῦν bbox=[40, 224, 85, 237]
auction-sign-name: (Τ. Σ.) Ι. Σ. Ζῶος bbox=[757, 768, 861, 782]
invite-text: Τὸ Διοικ. Συμβούλιον τοῦ Ὀρφανοτροφείου Φοινίκης παρακαλεῖ τὰ μέλη του νὰ προσέλθουν εἰς τὴν Γενικὴν Συνέλευσιν τὴν Κυριακὴν 3ην Ἰανουαρίου 1926 καὶ ὥραν 10 π. μ. ἐν τῇ αἰθούσῃ τοῦ Σχολείου. bbox=[1140, 1287, 1344, 1379]
banks-text: Εἰς χρυσὸν 1881 5ο/ο 4000 — 1884 5ο/ο 600 δραχμαὶ Λαρίσης 2000. Ἐκδόσεως 1910 Ἀθηνῶν 350, Πειραιῶς 1915 2010, 4250. Ἐλέους 81.—, Ἑταιρεία 73. bbox=[40, 387, 252, 453]
proclamation-heading: ΠΡΟΚΗΡΥΞΙΣ bbox=[1187, 1130, 1297, 1146]
assembly-note: Ἐκ τοῦ Γραφείου bbox=[1032, 1216, 1128, 1230]
loukoulos-name: Ο ΛΟΥΚΟΥΛΟΣ bbox=[1169, 1404, 1315, 1424]
vasilakou-heading: ΝΟΣΗΜΑΤΑ ΣΤΟΜΑΧΟΥ ΕΝΤΕΡΩΝ ΚΑΙ ΠΑΘΟΛΟΓΙΑ bbox=[1380, 1157, 1552, 1183]
quote-name: Δολλάριον bbox=[40, 146, 97, 159]
doctor-card-name: ΔΗΜ. Κ. ΖΩΓΡΑΦΟΣ bbox=[71, 1010, 221, 1026]
quote-row bbox=[40, 264, 252, 277]
denial-heading: ΔΙΑΨΕΥΣΙΣ bbox=[981, 943, 1071, 960]
lawyer-name: ΕΜΜ. ΜΑΝΟΣ bbox=[282, 963, 456, 986]
